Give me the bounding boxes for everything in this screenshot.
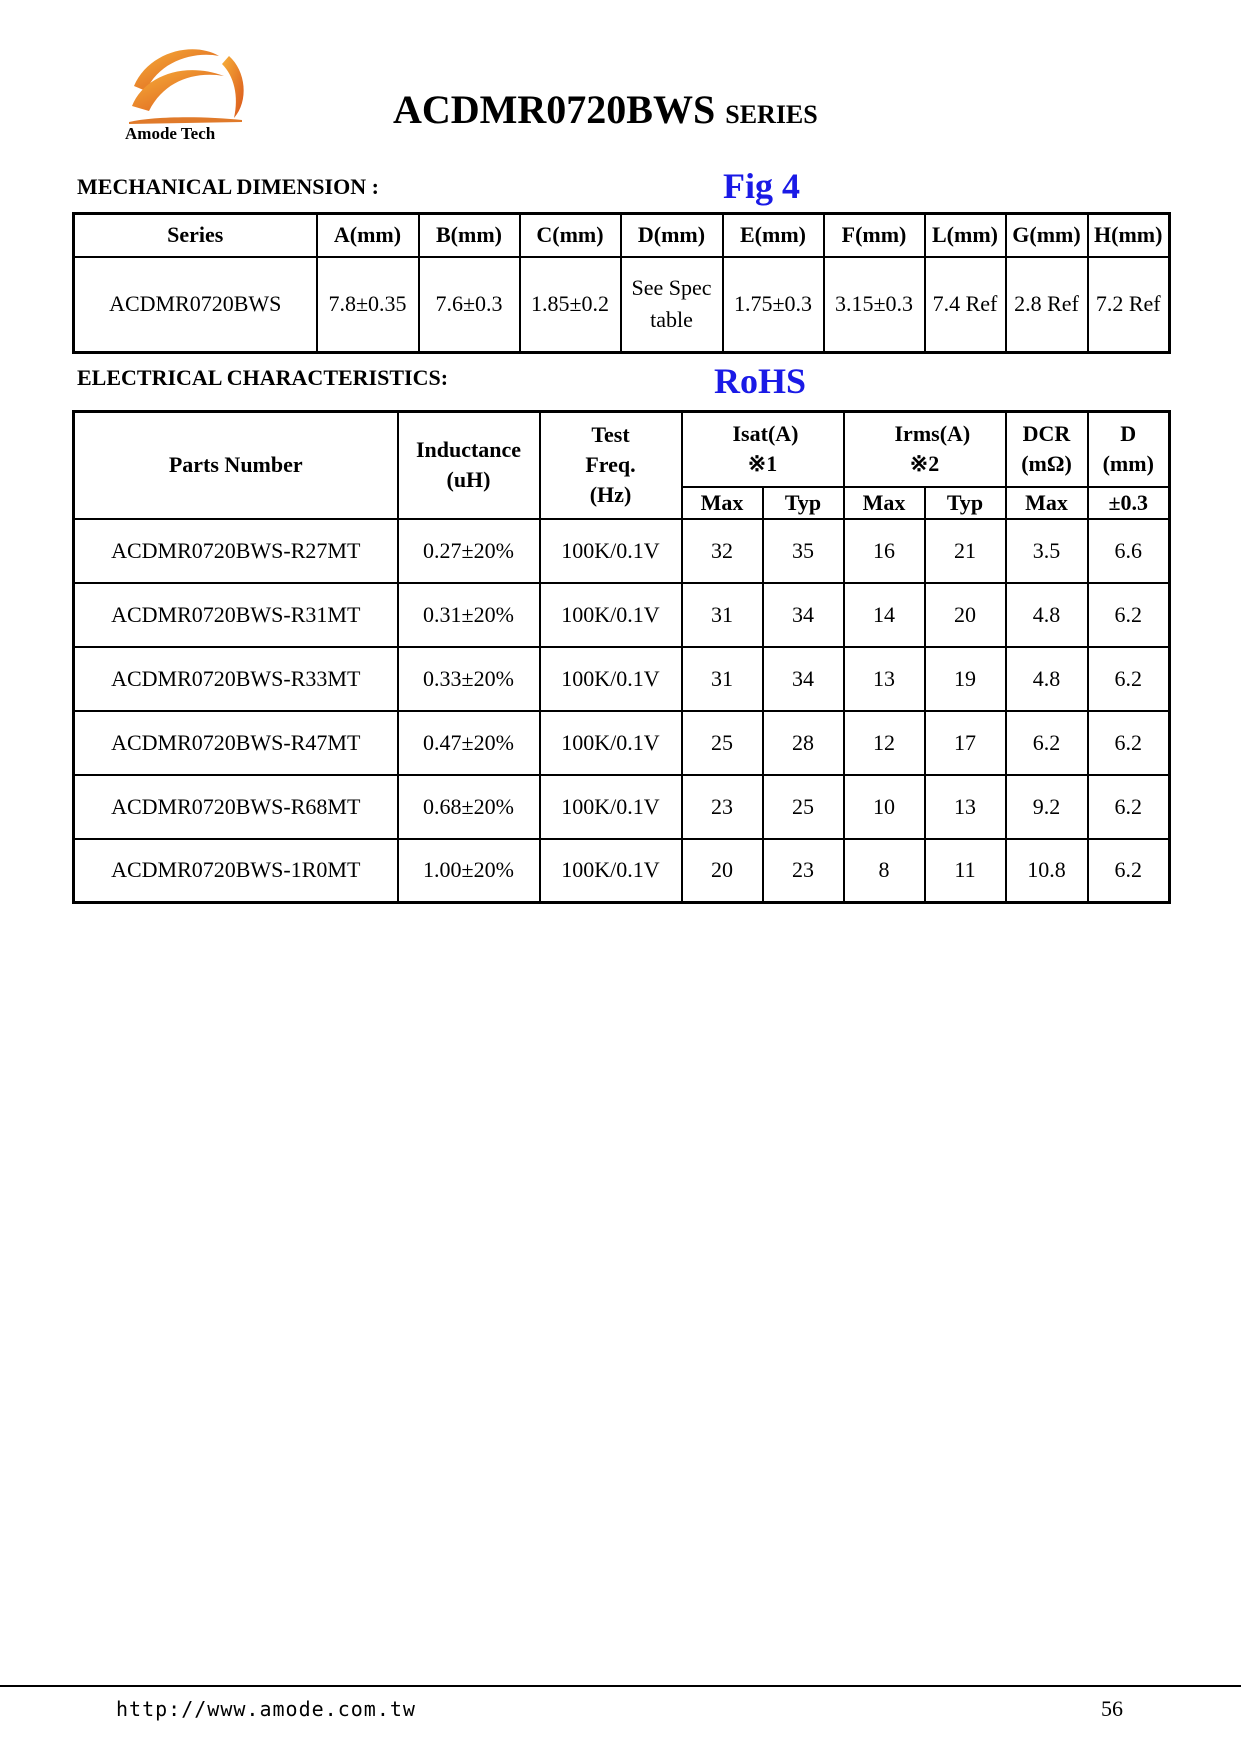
table-cell: 11 [925, 839, 1006, 903]
table-cell: 0.68±20% [398, 775, 540, 839]
table-row [74, 711, 1170, 775]
col-header: F(mm) [824, 214, 925, 257]
table-cell: 10 [844, 775, 925, 839]
page-number: 56 [1101, 1696, 1123, 1721]
table-cell: 100K/0.1V [540, 519, 682, 583]
sub-header: Max [682, 487, 763, 519]
table-cell: 14 [844, 583, 925, 647]
table-cell: 3.5 [1006, 519, 1088, 583]
table-cell: 6.2 [1006, 711, 1088, 775]
table-cell: ACDMR0720BWS-R33MT [74, 647, 398, 711]
table-cell: ACDMR0720BWS-1R0MT [74, 839, 398, 903]
logo-text: Amode Tech [125, 124, 216, 143]
col-header: A(mm) [317, 214, 419, 257]
electrical-characteristics-table [72, 410, 1171, 904]
table-cell: ACDMR0720BWS-R27MT [74, 519, 398, 583]
table-cell: 20 [682, 839, 763, 903]
table-cell: See Spec table [621, 257, 723, 353]
mechanical-heading: MECHANICAL DIMENSION : [77, 174, 379, 199]
table-cell: 28 [763, 711, 844, 775]
table-cell: 13 [925, 775, 1006, 839]
col-header: C(mm) [520, 214, 621, 257]
company-logo [118, 36, 254, 146]
table-cell: 21 [925, 519, 1006, 583]
table-cell: 34 [763, 583, 844, 647]
amode-logo-icon [124, 36, 249, 126]
col-header: Parts Number [74, 412, 398, 519]
title-suffix: SERIES [725, 100, 818, 129]
table-cell: 4.8 [1006, 583, 1088, 647]
table-cell: 7.4 Ref [925, 257, 1006, 353]
table-cell: 6.2 [1088, 839, 1170, 903]
table-cell: 100K/0.1V [540, 647, 682, 711]
sub-header: Max [1006, 487, 1088, 519]
table-cell: 2.8 Ref [1006, 257, 1088, 353]
sub-header: Typ [763, 487, 844, 519]
table-cell: 9.2 [1006, 775, 1088, 839]
table-cell: 0.33±20% [398, 647, 540, 711]
col-header: H(mm) [1088, 214, 1170, 257]
table-cell: 0.47±20% [398, 711, 540, 775]
col-header: D(mm) [621, 214, 723, 257]
footer-divider [0, 1685, 1241, 1687]
document-title [393, 86, 818, 133]
table-cell: 34 [763, 647, 844, 711]
col-header: Irms(A) ※2 [844, 412, 1006, 487]
table-cell: 13 [844, 647, 925, 711]
table-cell: 1.85±0.2 [520, 257, 621, 353]
table-cell: 25 [682, 711, 763, 775]
col-header: Isat(A) ※1 [682, 412, 844, 487]
table-cell: ACDMR0720BWS-R47MT [74, 711, 398, 775]
col-header: D (mm) [1088, 412, 1170, 487]
table-cell: 12 [844, 711, 925, 775]
electrical-heading: ELECTRICAL CHARACTERISTICS: [77, 365, 449, 390]
table-row [74, 647, 1170, 711]
table-cell: 4.8 [1006, 647, 1088, 711]
col-header: DCR (mΩ) [1006, 412, 1088, 487]
table-cell: 25 [763, 775, 844, 839]
col-header: Test Freq. (Hz) [540, 412, 682, 519]
sub-header: ±0.3 [1088, 487, 1170, 519]
table-cell: 7.2 Ref [1088, 257, 1170, 353]
table-cell: 100K/0.1V [540, 583, 682, 647]
col-header: L(mm) [925, 214, 1006, 257]
electrical-header-row [74, 412, 1170, 487]
table-cell: 23 [763, 839, 844, 903]
table-cell: 6.2 [1088, 711, 1170, 775]
rohs-label: RoHS [714, 361, 807, 401]
table-cell: 17 [925, 711, 1006, 775]
table-cell: 23 [682, 775, 763, 839]
table-cell: 32 [682, 519, 763, 583]
col-header: G(mm) [1006, 214, 1088, 257]
table-cell: 1.75±0.3 [723, 257, 824, 353]
table-cell: 31 [682, 583, 763, 647]
table-row [74, 775, 1170, 839]
table-cell: 31 [682, 647, 763, 711]
sub-header: Max [844, 487, 925, 519]
table-cell: 6.2 [1088, 583, 1170, 647]
table-cell: 10.8 [1006, 839, 1088, 903]
table-cell: 16 [844, 519, 925, 583]
table-cell: 19 [925, 647, 1006, 711]
table-cell: 7.8±0.35 [317, 257, 419, 353]
table-row [74, 839, 1170, 903]
table-cell: 100K/0.1V [540, 711, 682, 775]
table-cell: 0.31±20% [398, 583, 540, 647]
table-cell: 3.15±0.3 [824, 257, 925, 353]
table-cell: 1.00±20% [398, 839, 540, 903]
table-cell: 100K/0.1V [540, 839, 682, 903]
table-row [74, 519, 1170, 583]
table-cell: 6.2 [1088, 775, 1170, 839]
col-header: B(mm) [419, 214, 520, 257]
col-header: Series [74, 214, 317, 257]
table-cell: ACDMR0720BWS [74, 257, 317, 353]
title-main: ACDMR0720BWS [393, 87, 716, 132]
mechanical-header-row [74, 214, 1170, 257]
sub-header: Typ [925, 487, 1006, 519]
fig-label: Fig 4 [723, 166, 800, 206]
mechanical-data-row [74, 257, 1170, 353]
col-header: E(mm) [723, 214, 824, 257]
table-cell: 6.6 [1088, 519, 1170, 583]
table-cell: 8 [844, 839, 925, 903]
table-cell: 100K/0.1V [540, 775, 682, 839]
table-cell: 6.2 [1088, 647, 1170, 711]
table-row [74, 583, 1170, 647]
table-cell: 35 [763, 519, 844, 583]
col-header: Inductance (uH) [398, 412, 540, 519]
table-cell: 7.6±0.3 [419, 257, 520, 353]
table-cell: ACDMR0720BWS-R31MT [74, 583, 398, 647]
table-cell: ACDMR0720BWS-R68MT [74, 775, 398, 839]
table-cell: 20 [925, 583, 1006, 647]
table-cell: 0.27±20% [398, 519, 540, 583]
footer-url[interactable]: http://www.amode.com.tw [116, 1697, 416, 1721]
mechanical-dimension-table [72, 212, 1171, 354]
